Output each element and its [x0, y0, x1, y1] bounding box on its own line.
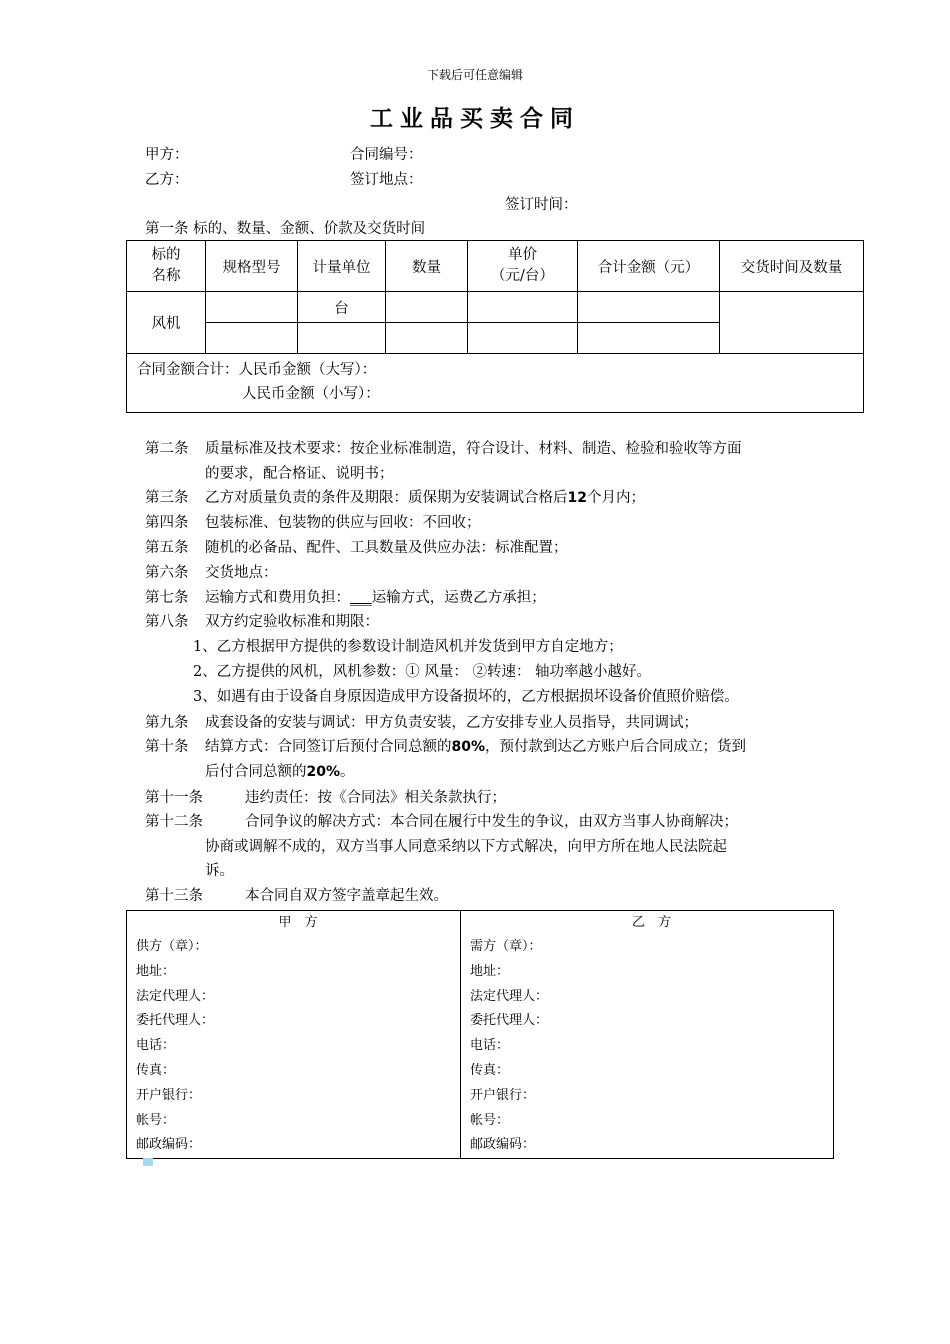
article-12-cont-1: 协商或调解不成的，双方当事人同意采纳以下方式解决，向甲方所在地人民法院起	[205, 839, 727, 855]
article-5: 第五条 随机的必备品、配件、工具数量及供应办法：标准配置；	[145, 540, 568, 556]
article-8: 第八条 双方约定验收标准和期限：	[145, 614, 379, 630]
item-spec-cell	[206, 292, 298, 323]
item-name: 风机	[127, 292, 206, 354]
party-a-field: 委托代理人：	[136, 1013, 215, 1029]
item-price-cell-2	[468, 323, 578, 354]
article-6: 第六条 交货地点：	[145, 565, 278, 581]
goods-table	[126, 240, 864, 413]
item-delivery-cell	[720, 292, 864, 354]
party-a-field: 开户银行：	[136, 1087, 202, 1103]
total-amount-label: 合同金额合计：人民币金额（大写）：	[137, 362, 377, 378]
total-amount-cell	[127, 354, 864, 413]
cursor-marker	[143, 1158, 153, 1166]
article-1-heading: 第一条 标的、数量、金额、价款及交货时间	[145, 221, 426, 237]
party-b-column	[461, 911, 834, 1159]
item-unit: 台	[298, 292, 386, 323]
article-2-cont: 的要求，配合格证、说明书；	[205, 466, 394, 482]
party-a-field: 法定代理人：	[136, 988, 215, 1004]
item-total-cell-2	[578, 323, 720, 354]
article-13: 第十三条 本合同自双方签字盖章起生效。	[145, 888, 448, 904]
party-b-field: 帐号：	[470, 1112, 510, 1128]
item-qty-cell-2	[386, 323, 468, 354]
party-a-column	[127, 911, 461, 1159]
total-amount-small: 人民币金额（小写）：	[242, 386, 380, 402]
article-3: 第三条 乙方对质量负责的条件及期限：质保期为安装调试合格后12个月内；	[145, 490, 645, 506]
party-b-field: 邮政编码：	[470, 1137, 536, 1153]
party-a-field: 传真：	[136, 1062, 176, 1078]
article-12: 第十二条 合同争议的解决方式：本合同在履行中发生的争议，由双方当事人协商解决；	[145, 814, 738, 830]
party-b-field: 传真：	[470, 1062, 510, 1078]
party-b-label: 乙方：	[145, 172, 189, 188]
party-a-field: 地址：	[136, 963, 176, 979]
header-unit: 计量单位	[298, 241, 386, 292]
signature-table	[126, 910, 834, 1159]
party-b-field: 需方（章）：	[470, 939, 542, 954]
item-unit-cell-2	[298, 323, 386, 354]
article-9: 第九条 成套设备的安装与调试：甲方负责安装，乙方安排专业人员指导，共同调试；	[145, 715, 698, 731]
header-total: 合计金额（元）	[578, 241, 720, 292]
sign-time-label: 签订时间：	[505, 197, 578, 213]
item-price-cell	[468, 292, 578, 323]
article-8-item-3: 3、如遇有由于设备自身原因造成甲方设备损坏的，乙方根据损坏设备价值照价赔偿。	[193, 689, 739, 705]
party-b-field: 委托代理人：	[470, 1013, 549, 1029]
article-8-item-2: 2、乙方提供的风机，风机参数：① 风量： ②转速： 轴功率越小越好。	[193, 664, 652, 680]
party-b-field: 电话：	[470, 1038, 510, 1054]
sign-place-label: 签订地点：	[350, 172, 423, 188]
header-qty: 数量	[386, 241, 468, 292]
party-a-title: 甲 方	[278, 915, 318, 930]
party-a-label: 甲方：	[145, 147, 189, 163]
article-12-cont-2: 诉。	[205, 863, 234, 879]
header-spec: 规格型号	[206, 241, 298, 292]
header-delivery: 交货时间及数量	[720, 241, 864, 292]
article-2: 第二条 质量标准及技术要求：按企业标准制造，符合设计、材料、制造、检验和验收等方面	[145, 441, 742, 457]
header-price: 单价 （元/台）	[468, 241, 578, 292]
header-name: 标的 名称	[127, 241, 206, 292]
party-a-field: 供方（章）：	[136, 939, 208, 954]
article-11: 第十一条 违约责任：按《合同法》相关条款执行；	[145, 790, 506, 806]
article-7: 第七条 运输方式和费用负担：___运输方式，运费乙方承担；	[145, 590, 546, 606]
article-10: 第十条 结算方式：合同签订后预付合同总额的80%，预付款到达乙方账户后合同成立；货到	[145, 739, 747, 755]
article-8-item-1: 1、乙方根据甲方提供的参数设计制造风机并发货到甲方自定地方；	[193, 639, 623, 655]
header-note: 下载后可任意编辑	[426, 68, 523, 82]
party-b-field: 开户银行：	[470, 1087, 536, 1103]
article-10-cont: 后付合同总额的20%。	[205, 764, 355, 780]
article-4: 第四条 包装标准、包装物的供应与回收：不回收；	[145, 515, 481, 531]
item-spec-cell-2	[206, 323, 298, 354]
contract-no-label: 合同编号：	[350, 147, 423, 163]
party-a-field: 帐号：	[136, 1112, 176, 1128]
party-b-field: 法定代理人：	[470, 988, 549, 1004]
page-title: 工业品买卖合同	[370, 106, 580, 132]
item-total-cell	[578, 292, 720, 323]
party-a-field: 电话：	[136, 1038, 176, 1054]
party-a-field: 邮政编码：	[136, 1137, 202, 1153]
item-qty-cell	[386, 292, 468, 323]
party-b-title: 乙 方	[631, 915, 671, 930]
party-b-field: 地址：	[470, 963, 510, 979]
